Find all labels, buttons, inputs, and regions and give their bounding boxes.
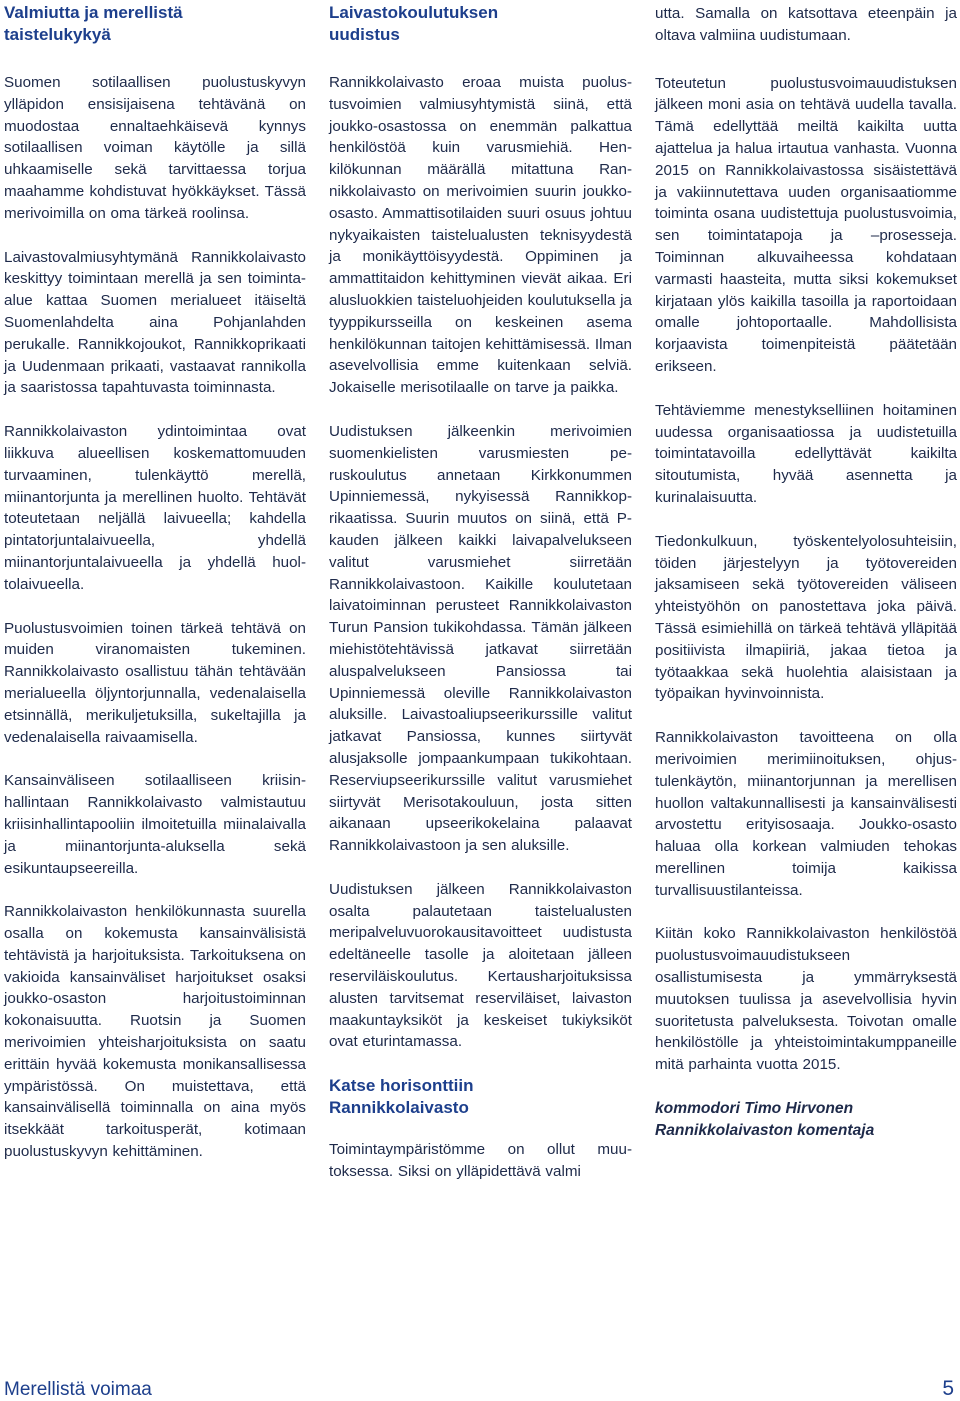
author-signature: kommodori Timo Hirvonen Rannikkolaivaston komentaja (655, 1100, 875, 1140)
body-paragraph: Uudistuksen jälkeen Rannikkolaivaston osalta palautetaan taistelualusten meripalveluvuorokausitavoitteet uudistusta edeltäneelle tasolle ja aloitetaan jälleen reserviläiskoulutus. Kertausharjoituksissa alusten tarvitsemat reserviläiset, laivaston maakuntayksiköt ja keskeiset tukiyksiköt ovat eturintamassa. (329, 880, 632, 1051)
body-paragraph: Rannikkolaivasto eroaa muista puolustusvoimien valmiusyhtymistä siinä, että joukko-osastossa on enemmän palkattua henkilöstöä kuin varusmiehiä. Henkilökunnan määrällä mitattuna Rannikkolaivasto on merivoimien suurin joukko-osasto. Ammattisotilaiden suuri osuus johtuu nykyaikaisten taistelualusten teknisyydestä ja monikäyttöisyydestä. Oppiminen ja ammattitaidon kehittyminen vievät aikaa. Eri alusluokkien taisteluohjeiden koulutuksella ja tyyppikursseilla on keskeinen asema henkilökunnan taitojen kehittämisessä. Ilman asevelvollisia emme kuitenkaan selviä. Jokaiselle merisotilaalle on tarve ja paikka. (329, 74, 632, 397)
body-paragraph: Tehtäviemme menestykselliinen hoitaminen uudessa organisaatiossa ja uudistetuilla toimintatavoilla edellyttävät kaikilta sitoutumista, hyvää asennetta ja kurinalaisuutta. (655, 401, 957, 506)
body-paragraph: Rannikkolaivaston ydintoimintaa ovat liikkuva alueellisen koskemattomuuden turvaaminen, tulenkäyttö merellä, miinantorjunta ja merellinen huolto. Tehtävät toteutetaan neljällä laivueella; kahdella pintatorjuntalaivueella, yhdellä miinantorjuntalaivueella ja yhdellä huoltolaivueella. (4, 423, 306, 593)
section-heading-valmiutta: Valmiutta ja merellistä taistelukykyä (4, 3, 183, 44)
body-paragraph: Rannikkolaivaston henkilökunnasta suurella osalla on kokemusta kansainvälisistä tehtävistä ja harjoituksista. Tarkoituksena on vakioida kansainväliset harjoitukset osaksi joukko-osaston harjoitustoiminnan kokonaisuutta. Ruotsin ja Suomen merivoimien yhteisharjoituksista on saatu erittäin hyvää kokemusta monikansallisessa ympäristössä. On muistettava, että kansainvälisellä toiminnalla on aina myös itsekkäät tarkoitusperät, kotimaan puolustuskyvyn kehittäminen. (4, 903, 306, 1161)
body-paragraph-continuation: utta. Samalla on katsottava eteenpäin ja oltava valmiina uudistumaan. (655, 5, 957, 44)
body-paragraph: Kiitän koko Rannikkolaivaston henkilöstöä puolustusvoimauudistukseen osallistumisesta ja ymmärryksestä muutoksen tuulissa ja asevelvollisia hyvin suoritetusta palveluksesta. Toivotan omalle henkilöstölle ja yhteistoimintakumppaneille mitä parhainta vuotta 2015. (655, 925, 957, 1074)
page-number: 5 (942, 1377, 954, 1400)
subheading-katse-horisonttiin: Katse horisonttiin Rannikkolaivasto (329, 1076, 474, 1118)
body-paragraph: Laivastovalmiusyhtymänä Rannikkolaivasto keskittyy toimintaan merellä ja sen toiminta-alue kattaa Suomen merialueet itäiseltä Suomenlahdelta aina Pohjanlahden perukalle. Rannikkojoukot, Rannikkoprikaati ja Uudenmaan prikaati, vastaavat rannikolla ja saaristossa tapahtuvasta toiminnasta. (4, 248, 306, 397)
body-paragraph: Puolustusvoimien toinen tärkeä tehtävä on muiden viranomaisten tukeminen. Rannikkolaivasto osallistuu tähän tehtävään merialueella öljyntorjunnalla, vedenalaisella etsinnällä, merikuljetuksilla, sukeltajilla ja vedenalaisella raivaamisella. (4, 619, 306, 746)
body-paragraph: Uudistuksen jälkeenkin merivoimien suomenkielisten varusmiesten peruskoulutus annetaan Kirkkonummen Upinniemessä, nykyisessä Rannikkoprikaatissa. Suurin muutos on siinä, että P-kauden jälkeen kaikki laivapalvelukseen valitut varusmiehet siirretään Rannikkolaivastoon. Kaikille koulutetaan laivatoiminnan perusteet Rannikkolaivaston Turun Pansion tukikohdassa. Tämän jälkeen miehistötehtävissä jatkavat siirretään aluspalvelukseen Pansiossa tai Upinniemessä oleville Rannikkolaivaston aluksille. Laivastoaliupseerikurssille valitut jatkavat Pansiossa, kunnes siirtyvät alusjaksolle jompaankumpaan tukikohtaan. Reserviupseerikurssille valitut varusmiehet siirtyvät Merisotakouluun, josta sitten aikanaan upseerikokelaina palaavat Rannikkolaivastoon ja sen aluksille. (329, 422, 632, 855)
body-paragraph: Suomen sotilaallisen puolustuskyvyn ylläpidon ensisijaisena tehtävänä on muodostaa ennaltaehkäisevä kynnys sotilaallisen voiman käytölle ja sillä uhkaamiselle sekä tarvittaessa torjua maahamme kohdistuvat hyökkäykset. Tässä merivoimilla on oma tärkeä roolinsa. (4, 74, 306, 222)
body-paragraph: Rannikkolaivaston tavoitteena on olla merivoimien merimiinoituksen, ohjustulenkäytön, miinantorjunnan ja merellisen huollon valtakunnallisesti ja kansainvälisesti arvostettu erityisosaaja. Joukko-osasto haluaa olla korkean valmiuden tehokas merellinen toimija kaikissa turvallisuustilanteissa. (655, 729, 957, 899)
column-3 (655, 0, 957, 1142)
column-2 (329, 0, 632, 1205)
footer-publication-title: Merellistä voimaa (4, 1379, 152, 1400)
column-1 (4, 0, 306, 1185)
body-paragraph: Tiedonkulkuun, työskentelyolosuhteisiin, töiden järjestelyyn ja työtovereiden jaksamiseen sekä työtovereiden väliseen yhteistyöhön on panostettava joka päivä. Tässä esimiehillä on tärkeä tehtävä ylläpitää positiivista ilmapiiriä, jakaa tietoa ja työtaakkaa sekä huolehtia alaisistaan ja työpaikan hyvinvoinnista. (655, 532, 957, 703)
body-paragraph: Kansainväliseen sotilaalliseen kriisinhallintaan Rannikkolaivasto valmistautuu kriisinhallintapooliin ilmoitetuilla miinalaivalla ja miinantorjunta-aluksella sekä esikuntaupseereilla. (4, 772, 306, 877)
body-paragraph: Toteutetun puolustusvoimauudistuksen jälkeen moni asia on tehtävä uudella tavalla. Tämä edellyttää meiltä kaikilta uutta ajattelua ja halua irtautua vanhasta. Vuonna 2015 on Rannikkolaivastossa sisäistettävä ja vakiinnutettava uuden organisaatiomme toiminta osana uudistettuja puolustusvoimia, sen toimintatapoja ja –prosesseja. Toiminnan alkuvaiheessa kohdataan varmasti haasteita, mutta siksi kokemukset kirjataan ylös kaikilla tasoilla ja raportoidaan omalle johtoportaalle. Mahdollisista korjaavista toimenpiteistä päätetään erikseen. (655, 74, 957, 375)
section-heading-laivastokoulutuksen: Laivastokoulutuksen uudistus (329, 3, 499, 44)
body-paragraph-continued: Toimintaympäristömme on ollut muutoksessa. Siksi on ylläpidettävä valmi (329, 1141, 632, 1181)
